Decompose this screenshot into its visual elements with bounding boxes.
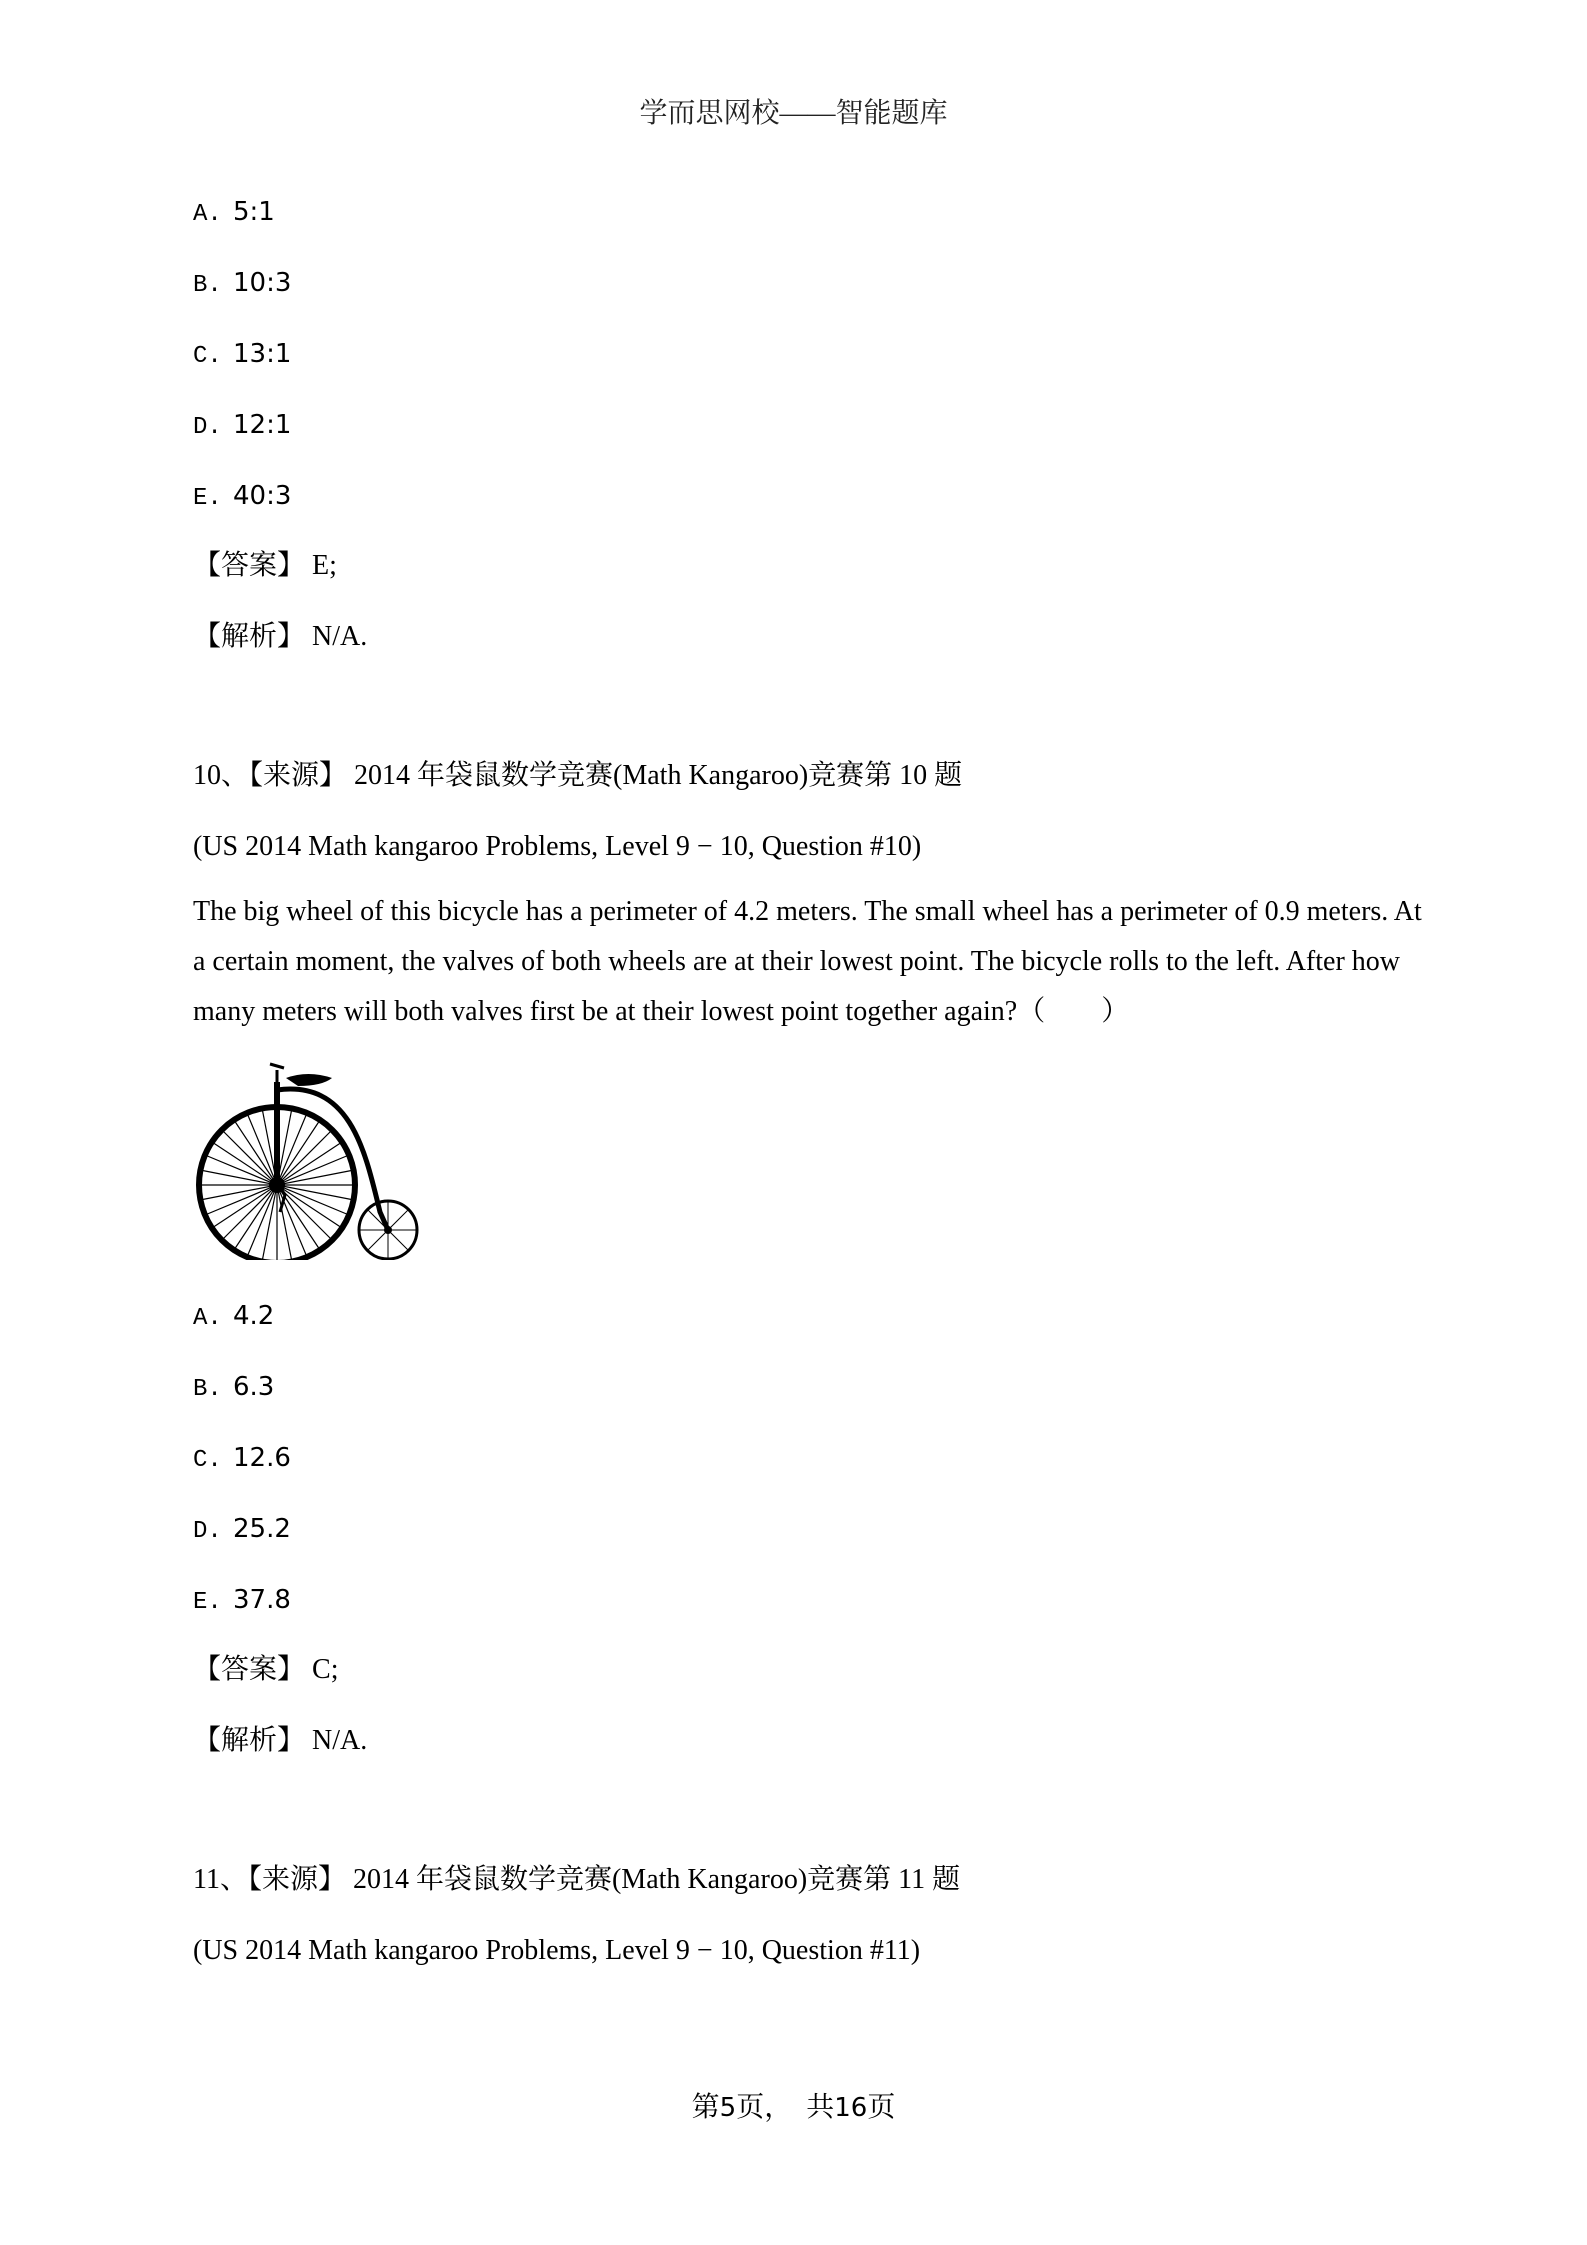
footer-mid: 页， 共 [736, 2092, 835, 2123]
question-source-line [193, 1860, 960, 1900]
question-subtitle: (US 2014 Math kangaroo Problems, Level 9 − 10, Question #11) [193, 1935, 921, 1966]
page-header: 学而思网校——智能题库 [639, 98, 948, 129]
option-value: 12.6 [233, 1443, 291, 1473]
question-number: 11、 [193, 1864, 248, 1895]
option-b [193, 263, 291, 306]
answer-value: C; [312, 1654, 339, 1685]
option-value: 13:1 [233, 339, 292, 369]
option-letter: B. [193, 272, 222, 299]
footer-prefix: 第 [691, 2092, 720, 2123]
option-e [193, 1580, 291, 1623]
option-c [193, 334, 291, 377]
analysis-value: N/A. [312, 621, 368, 652]
answer-label: 【答案】 [193, 1654, 306, 1685]
analysis-line [193, 1721, 367, 1761]
option-value: 12:1 [233, 410, 292, 440]
option-value: 10:3 [233, 268, 292, 298]
option-value: 40:3 [233, 481, 292, 511]
option-c [193, 1438, 291, 1481]
option-letter: A. [193, 201, 222, 228]
answer-line [193, 1650, 338, 1690]
option-letter: D. [193, 1518, 222, 1545]
option-letter: E. [193, 1589, 222, 1616]
option-letter: C. [193, 343, 222, 370]
option-d [193, 1509, 291, 1552]
option-value: 6.3 [233, 1372, 275, 1402]
option-b [193, 1367, 274, 1410]
question-source-line [193, 756, 962, 796]
option-letter: A. [193, 1305, 222, 1332]
analysis-line [193, 617, 367, 657]
answer-label: 【答案】 [193, 550, 306, 581]
analysis-label: 【解析】 [193, 1725, 306, 1756]
option-value: 37.8 [233, 1585, 291, 1615]
option-value: 25.2 [233, 1514, 291, 1544]
option-letter: B. [193, 1376, 222, 1403]
option-a [193, 192, 275, 235]
analysis-value: N/A. [312, 1725, 368, 1756]
source-text: 2014 年袋鼠数学竞赛(Math Kangaroo)竞赛第 10 题 [354, 760, 963, 791]
page-footer [0, 2088, 1587, 2128]
option-letter: E. [193, 485, 222, 512]
source-label: 【来源】 [247, 1864, 346, 1895]
analysis-label: 【解析】 [193, 621, 306, 652]
penny-farthing-bicycle-image [190, 1060, 425, 1260]
option-value: 5:1 [233, 197, 275, 227]
answer-line [193, 546, 337, 586]
option-letter: D. [193, 414, 222, 441]
option-value: 4.2 [233, 1301, 275, 1331]
total-pages-number: 16 [834, 2093, 868, 2123]
answer-value: E; [312, 550, 337, 581]
question-text: The big wheel of this bicycle has a perimeter of 4.2 meters. The small wheel has a perimeter of 0.9 meters. At a certain moment, the valves of both wheels are at their lowest point. The bicycle rolls to the left. After how many meters will both valves first be at their lowest point together again?（ ） [193, 896, 1422, 1027]
question-subtitle: (US 2014 Math kangaroo Problems, Level 9 − 10, Question #10) [193, 831, 922, 862]
question-number: 10、 [193, 760, 250, 791]
footer-suffix: 页 [867, 2092, 896, 2123]
source-label: 【来源】 [249, 760, 348, 791]
current-page-number: 5 [719, 2093, 737, 2123]
option-d [193, 405, 291, 448]
option-a [193, 1296, 274, 1339]
source-text: 2014 年袋鼠数学竞赛(Math Kangaroo)竞赛第 11 题 [352, 1864, 961, 1895]
option-letter: C. [193, 1447, 222, 1474]
option-e [193, 476, 291, 519]
